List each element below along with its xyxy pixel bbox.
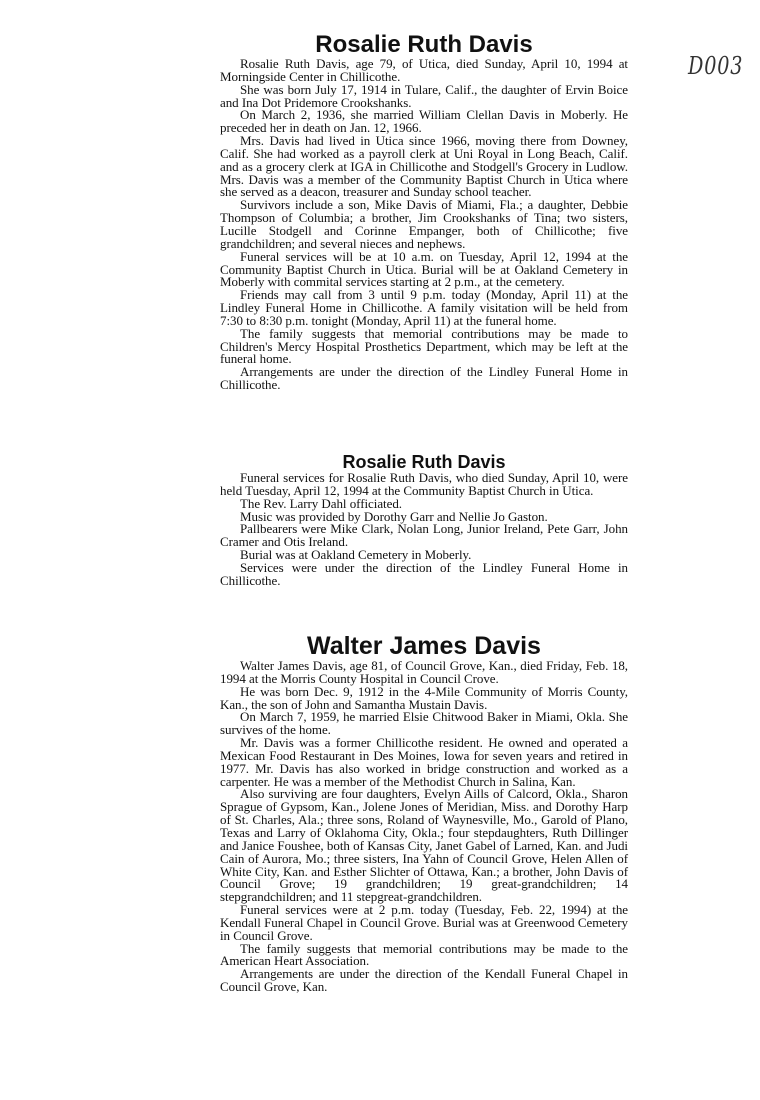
paragraph: Services were under the direction of the Lindley Funeral Home in Chillicothe.	[220, 559, 628, 588]
handwritten-page-mark: D003	[688, 52, 744, 80]
paragraph: Arrangements are under the direction of the Lindley Funeral Home in Chillicothe.	[220, 364, 628, 393]
paragraph: Mr. Davis was a former Chillicothe resident. He owned and operated a Mexican Food Restaurant in Des Moines, Iowa for seven years and retired in 1977. Mr. Davis has also worked in bridge construction and worked as a carpenter. He was a member of the Methodist Church in Salina, Kan.	[220, 735, 628, 789]
paragraph: She was born July 17, 1914 in Tulare, Calif., the daughter of Ervin Boice and Ina Dot Pridemore Crookshanks.	[220, 81, 628, 110]
paragraph: Also surviving are four daughters, Evelyn Aills of Calcord, Okla., Sharon Sprague of Gypsom, Kan., Jolene Jones of Meridian, Miss. and Dorothy Harp of St. Charles, Ala.; three sons, Roland of Waynesville, Mo., Garold of Plano, Texas and Larry of Oklahoma City, Okla.; four stepdaughters, Ruth Dillinger and Janice Foushee, both of Kansas City, Janet Gabel of Larned, Kan. and Judi Cain of Aurora, Mo.; three sisters, Ina Yahn of Council Grove, Helen Allen of White City, Kan. and Esther Slichter of Ottawa, Kan.; a brother, John Davis of Council Grove; 19 grandchildren; 19 great-grandchildren; 14 stepgrandchildren; and 11 stepgreat-grandchildren.	[220, 786, 628, 905]
paragraph: The family suggests that memorial contributions may be made to the American Heart Association.	[220, 940, 628, 969]
obituary-headline: Rosalie Ruth Davis	[342, 452, 506, 472]
obituary-rosalie-ruth-davis	[220, 32, 628, 392]
paragraph: Funeral services for Rosalie Ruth Davis, who died Sunday, April 10, were held Tuesday, April 12, 1994 at the Community Baptist Church in Utica.	[220, 470, 628, 498]
paragraph: Burial was at Oakland Cemetery in Moberly.	[240, 547, 472, 563]
paragraph: Music was provided by Dorothy Garr and Nellie Jo Gaston.	[240, 508, 548, 524]
paragraph: The family suggests that memorial contributions may be made to Children's Mercy Hospital Prosthetics Department, which may be left at the funeral home.	[220, 325, 628, 367]
paragraph: Funeral services will be at 10 a.m. on Tuesday, April 12, 1994 at the Community Baptist Church in Utica. Burial will be at Oakland Cemetery in Moberly with commital services starting at 2 p.m., at the cemetery.	[220, 248, 628, 290]
obituary-headline: Walter James Davis	[307, 632, 541, 660]
paragraph: Arrangements are under the direction of the Kendall Funeral Chapel in Council Grove, Kan.	[220, 966, 628, 995]
paragraph: He was born Dec. 9, 1912 in the 4-Mile Community of Morris County, Kan., the son of John and Samantha Mustain Davis.	[220, 683, 628, 712]
obituary-rosalie-ruth-davis-services	[220, 452, 628, 588]
paragraph: Friends may call from 3 until 9 p.m. today (Monday, April 11) at the Lindley Funeral Home in Chillicothe. A family visitation will be held from 7:30 to 8:30 p.m. tonight (Monday, April 11) at the funeral home.	[220, 287, 628, 328]
paragraph: On March 2, 1936, she married William Clellan Davis in Moberly. He preceded her in death on Jan. 12, 1966.	[220, 107, 628, 136]
paragraph: Survivors include a son, Mike Davis of Miami, Fla.; a daughter, Debbie Thompson of Columbia; a brother, Jim Crookshanks of Tina; two sisters, Lucille Stodgell and Corinne Empanger, both of Chillicothe; five grandchildren; and several nieces and nephews.	[220, 197, 628, 251]
paragraph: The Rev. Larry Dahl officiated.	[240, 495, 402, 511]
paragraph: Rosalie Ruth Davis, age 79, of Utica, died Sunday, April 10, 1994 at Morningside Center in Chillicothe.	[220, 56, 628, 84]
paragraph: Walter James Davis, age 81, of Council Grove, Kan., died Friday, Feb. 18, 1994 at the Morris County Hospital in Council Crove.	[220, 658, 628, 686]
obituary-walter-james-davis	[220, 632, 628, 994]
obituary-headline: Rosalie Ruth Davis	[315, 31, 533, 58]
paragraph: Funeral services were at 2 p.m. today (Tuesday, Feb. 22, 1994) at the Kendall Funeral Chapel in Council Grove. Burial was at Greenwood Cemetery in Council Grove.	[220, 902, 628, 943]
paragraph: On March 7, 1959, he married Elsie Chitwood Baker in Miami, Okla. She survives of the home.	[220, 709, 628, 738]
paragraph: Pallbearers were Mike Clark, Nolan Long, Junior Ireland, Pete Garr, John Cramer and Otis Ireland.	[220, 521, 628, 550]
paragraph: Mrs. Davis had lived in Utica since 1966, moving there from Downey, Calif. She had worked as a payroll clerk at Uni Royal in Long Beach, Calif. and as a grocery clerk at IGA in Chillicothe and Stodgell's Grocery in Ludlow. Mrs. Davis was a member of the Community Baptist Church in Utica where she served as a deacon, treasurer and Sunday school teacher.	[220, 133, 628, 200]
